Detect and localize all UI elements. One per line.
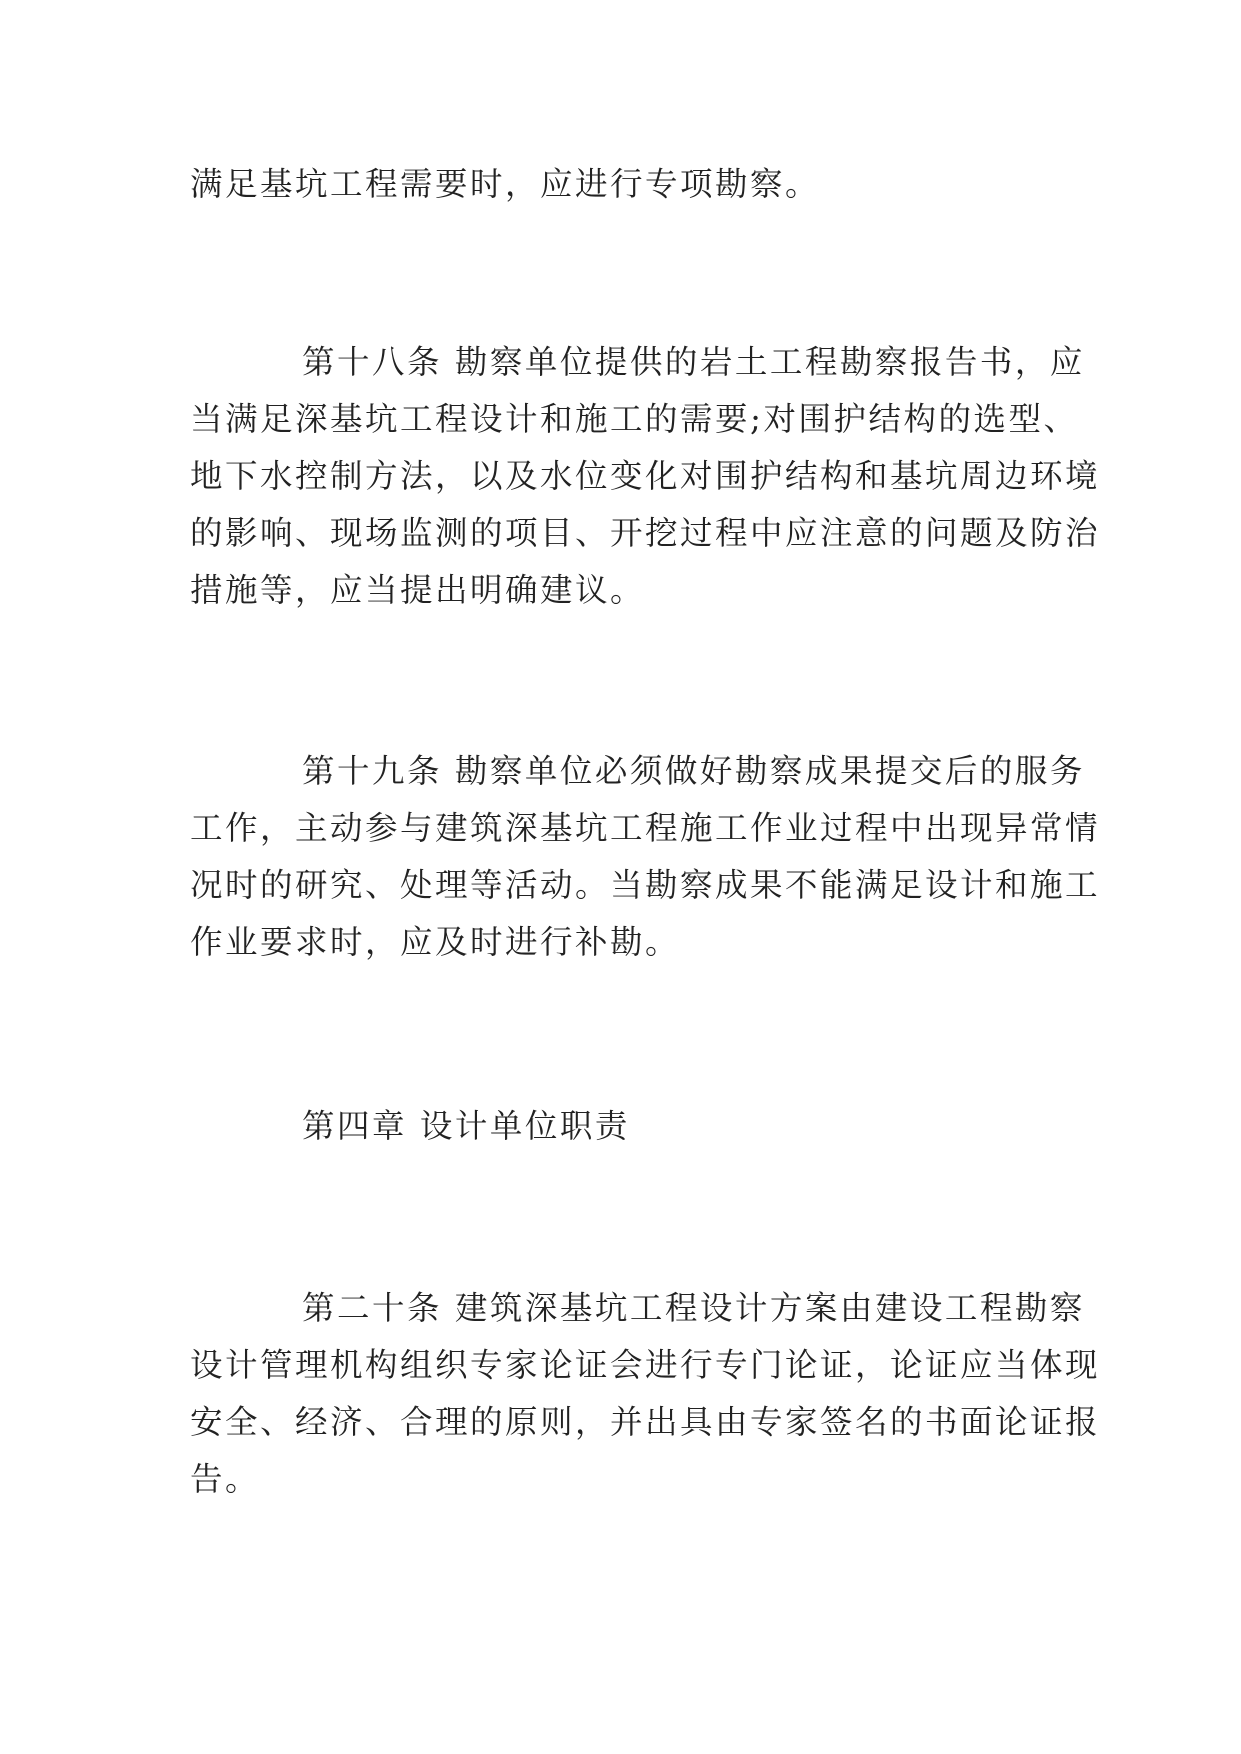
article-19-line-1: 第十九条 勘察单位必须做好勘察成果提交后的服务 bbox=[302, 752, 1085, 790]
article-20-line-4: 告。 bbox=[190, 1460, 261, 1498]
article-20-line-2: 设计管理机构组织专家论证会进行专门论证，论证应当体现 bbox=[190, 1346, 1101, 1384]
chapter-4-heading: 第四章 设计单位职责 bbox=[302, 1107, 630, 1145]
article-18-line-2: 当满足深基坑工程设计和施工的需要;对围护结构的选型、 bbox=[190, 400, 1079, 438]
article-18-line-5: 措施等，应当提出明确建议。 bbox=[190, 571, 646, 609]
article-18-line-4: 的影响、现场监测的项目、开挖过程中应注意的问题及防治 bbox=[190, 514, 1101, 552]
article-20-line-3: 安全、经济、合理的原则，并出具由专家签名的书面论证报 bbox=[190, 1403, 1101, 1441]
article-20-line-1: 第二十条 建筑深基坑工程设计方案由建设工程勘察 bbox=[302, 1289, 1085, 1327]
article-19-line-3: 况时的研究、处理等活动。当勘察成果不能满足设计和施工 bbox=[190, 866, 1101, 904]
article-19-line-2: 工作，主动参与建筑深基坑工程施工作业过程中出现异常情 bbox=[190, 809, 1101, 847]
article-19-line-4: 作业要求时，应及时进行补勘。 bbox=[190, 923, 681, 961]
article-18-line-3: 地下水控制方法，以及水位变化对围护结构和基坑周边环境 bbox=[190, 457, 1101, 495]
article-18-line-1: 第十八条 勘察单位提供的岩土工程勘察报告书，应 bbox=[302, 343, 1085, 381]
paragraph-17-continuation: 满足基坑工程需要时，应进行专项勘察。 bbox=[190, 165, 821, 203]
